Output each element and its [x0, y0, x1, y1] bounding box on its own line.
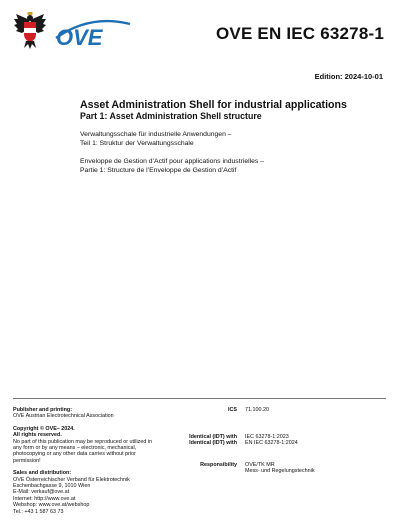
- publisher-name: OVE Austrian Electrotechnical Association: [13, 413, 114, 420]
- sales-telephone: Tel.: +43 1 587 63 73: [13, 508, 64, 515]
- title-english: Asset Administration Shell for industrial applications: [80, 99, 347, 111]
- standard-number: OVE EN IEC 63278-1: [215, 24, 384, 43]
- responsibility-values: [245, 462, 315, 475]
- sales-heading: Sales and distribution:: [13, 470, 72, 477]
- rights-text-line: No part of this publication may be reproduced or utilized in: [13, 438, 153, 445]
- title-french: [80, 157, 390, 175]
- responsibility-committee: OVE/TK MR: [245, 462, 275, 468]
- rights-reserved: All rights reserved.: [13, 432, 62, 439]
- responsibility-committee-name: Mess- und Regelungstechnik: [245, 468, 315, 475]
- sales-webshop: Webshop: www.ove.at/webshop: [13, 502, 90, 509]
- identical-labels: [170, 434, 237, 447]
- footer-divider: [13, 398, 386, 399]
- sales-email: E-Mail: verkauf@ove.at: [13, 489, 70, 496]
- sales-address: Eschenbachgasse 9, 1010 Wien: [13, 483, 91, 490]
- ove-logo-text: OVE: [56, 25, 103, 48]
- copyright-heading: Copyright © OVE– 2024.: [13, 425, 75, 432]
- identical-values: [245, 434, 298, 447]
- identical-value-2: EN IEC 63278-1:2024: [245, 440, 298, 447]
- sales-internet: Internet: http://www.ove.at: [13, 495, 76, 502]
- responsibility-label: Responsibility: [200, 462, 237, 468]
- ics-label: ICS: [228, 407, 237, 413]
- title-french-line-2: Partie 1: Structure de l’Enveloppe de Gestion d’Actif: [80, 167, 237, 174]
- rights-text-line: any form or by any means – electronic, mechanical,: [13, 445, 137, 452]
- rights-text-line: permission!: [13, 457, 41, 464]
- title-french-line-1: Enveloppe de Gestion d’Actif pour applications industrielles –: [80, 158, 265, 165]
- publisher-info: [13, 407, 183, 515]
- sales-organization: OVE Österreichischer Verband für Elektrotechnik: [13, 476, 130, 483]
- identical-label-1: Identical (IDT) with: [189, 434, 237, 440]
- identical-label-2: Identical (IDT) with: [189, 440, 237, 447]
- ove-logo: [50, 18, 132, 48]
- title-german-line-1: Verwaltungsschale für industrielle Anwendungen –: [80, 131, 232, 138]
- subtitle-english: Part 1: Asset Administration Shell structure: [80, 111, 262, 121]
- title-german: [80, 130, 390, 148]
- edition-date: Edition: 2024-10-01: [314, 72, 383, 81]
- ics-value: 71.100.20: [245, 407, 269, 413]
- title-block: [80, 99, 390, 175]
- austrian-eagle-crest-icon: [13, 10, 47, 50]
- rights-text-line: photocopying or any other data carries without prior: [13, 451, 136, 458]
- publisher-heading: Publisher and printing:: [13, 407, 72, 413]
- title-german-line-2: Teil 1: Struktur der Verwaltungsschale: [80, 140, 194, 147]
- identical-value-1: IEC 63278-1:2023: [245, 434, 289, 440]
